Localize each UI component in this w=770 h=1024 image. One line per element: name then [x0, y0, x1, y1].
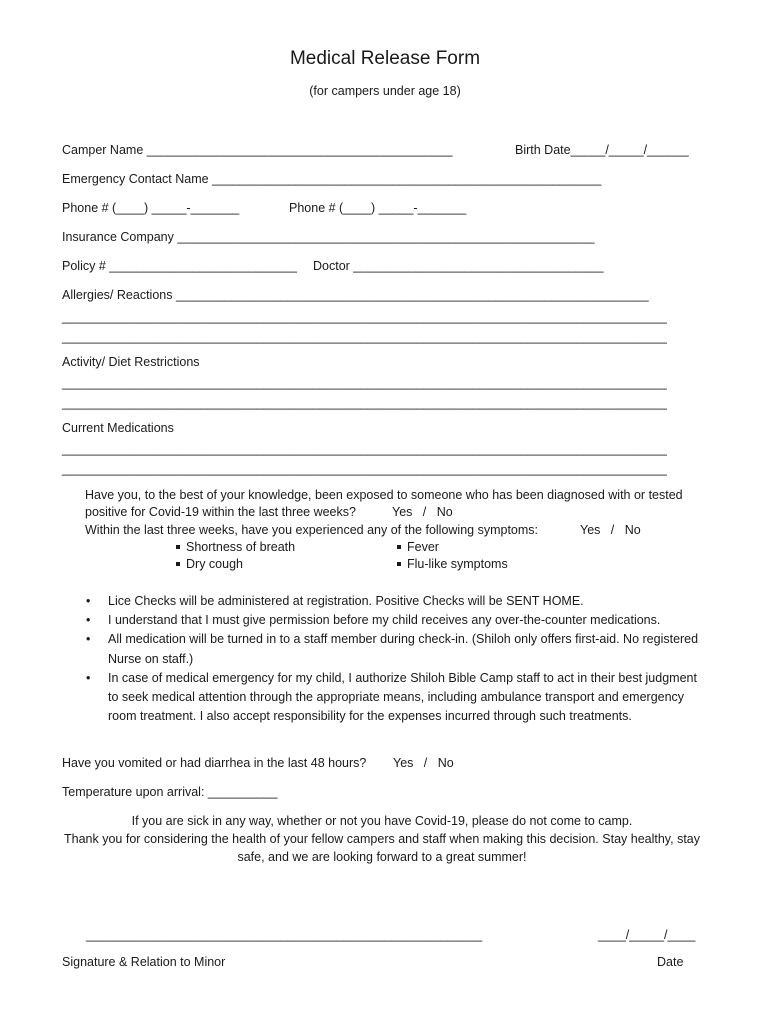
- policy-bullet: • Lice Checks will be administered at registration. Positive Checks will be SENT HOME.: [84, 592, 704, 611]
- symptom-item: Flu-like symptoms: [397, 556, 508, 572]
- symptom-item: Fever: [397, 539, 439, 555]
- policy-bullet-list: [84, 592, 704, 726]
- covid-question-2-answer[interactable]: Yes / No: [580, 523, 641, 537]
- activity-restrictions-label: Activity/ Diet Restrictions: [62, 355, 200, 369]
- emergency-contact-field[interactable]: Emergency Contact Name ________________________________________________________: [62, 172, 602, 186]
- date-label: Date: [657, 955, 684, 969]
- allergies-blank-line-2[interactable]: _______________________________________________________________________________________: [62, 330, 667, 344]
- doctor-field[interactable]: Doctor ____________________________________: [313, 259, 604, 273]
- date-line[interactable]: ____/_____/____: [598, 928, 696, 942]
- form-subtitle: (for campers under age 18): [309, 84, 461, 98]
- allergies-field[interactable]: Allergies/ Reactions ____________________________________________________________________: [62, 288, 649, 302]
- symptom-item: Shortness of breath: [176, 539, 295, 555]
- closing-line-1: If you are sick in any way, whether or not you have Covid-19, please do not come to camp.: [131, 814, 633, 828]
- medications-blank-line-1[interactable]: _______________________________________________________________________________________: [62, 442, 667, 456]
- insurance-company-field[interactable]: Insurance Company ____________________________________________________________: [62, 230, 595, 244]
- allergies-blank-line-1[interactable]: _______________________________________________________________________________________: [62, 310, 667, 324]
- covid-question-2: Within the last three weeks, have you experienced any of the following symptoms:: [85, 523, 539, 537]
- activity-blank-line-1[interactable]: _______________________________________________________________________________________: [62, 376, 667, 390]
- phone-field-2[interactable]: Phone # (____) _____-_______: [289, 201, 467, 215]
- covid-question-1-line-2: positive for Covid-19 within the last three weeks?: [85, 505, 356, 519]
- covid-question-1-answer[interactable]: Yes / No: [392, 505, 453, 519]
- signature-label: Signature & Relation to Minor: [62, 955, 226, 969]
- square-bullet-icon: [397, 545, 401, 549]
- square-bullet-icon: [176, 562, 180, 566]
- symptom-item: Dry cough: [176, 556, 243, 572]
- closing-line-2: Thank you for considering the health of your fellow campers and staff when making this decision. Stay healthy, stay safe, and we are looking forward to a great summer!: [64, 832, 700, 864]
- signature-line[interactable]: _________________________________________________________: [86, 928, 483, 942]
- covid-question-1-line-1: Have you, to the best of your knowledge, been exposed to someone who has been diagnosed with or tested: [85, 488, 683, 502]
- vomit-answer[interactable]: Yes / No: [393, 756, 454, 770]
- policy-bullet: • I understand that I must give permission before my child receives any over-the-counter medications.: [84, 611, 704, 630]
- square-bullet-icon: [397, 562, 401, 566]
- medications-blank-line-2[interactable]: _______________________________________________________________________________________: [62, 462, 667, 476]
- vomit-question: Have you vomited or had diarrhea in the last 48 hours?: [62, 756, 367, 770]
- square-bullet-icon: [176, 545, 180, 549]
- temperature-field[interactable]: Temperature upon arrival: __________: [62, 785, 278, 799]
- activity-blank-line-2[interactable]: _______________________________________________________________________________________: [62, 396, 667, 410]
- phone-field-1[interactable]: Phone # (____) _____-_______: [62, 201, 240, 215]
- current-medications-label: Current Medications: [62, 421, 174, 435]
- policy-bullet: • All medication will be turned in to a staff member during check-in. (Shiloh only offers first-aid. No registered Nurse on staff.): [84, 630, 704, 668]
- policy-field[interactable]: Policy # ___________________________: [62, 259, 297, 273]
- form-title: Medical Release Form: [289, 48, 481, 69]
- policy-bullet: • In case of medical emergency for my child, I authorize Shiloh Bible Camp staff to act in their best judgment to seek medical attention through the appropriate means, including ambulance transport and emergency room treatment. I also accept responsibility for the expenses incurred through such treatments.: [84, 669, 704, 727]
- camper-name-field[interactable]: Camper Name ____________________________________________: [62, 143, 453, 157]
- birth-date-field[interactable]: Birth Date_____/_____/______: [515, 143, 689, 157]
